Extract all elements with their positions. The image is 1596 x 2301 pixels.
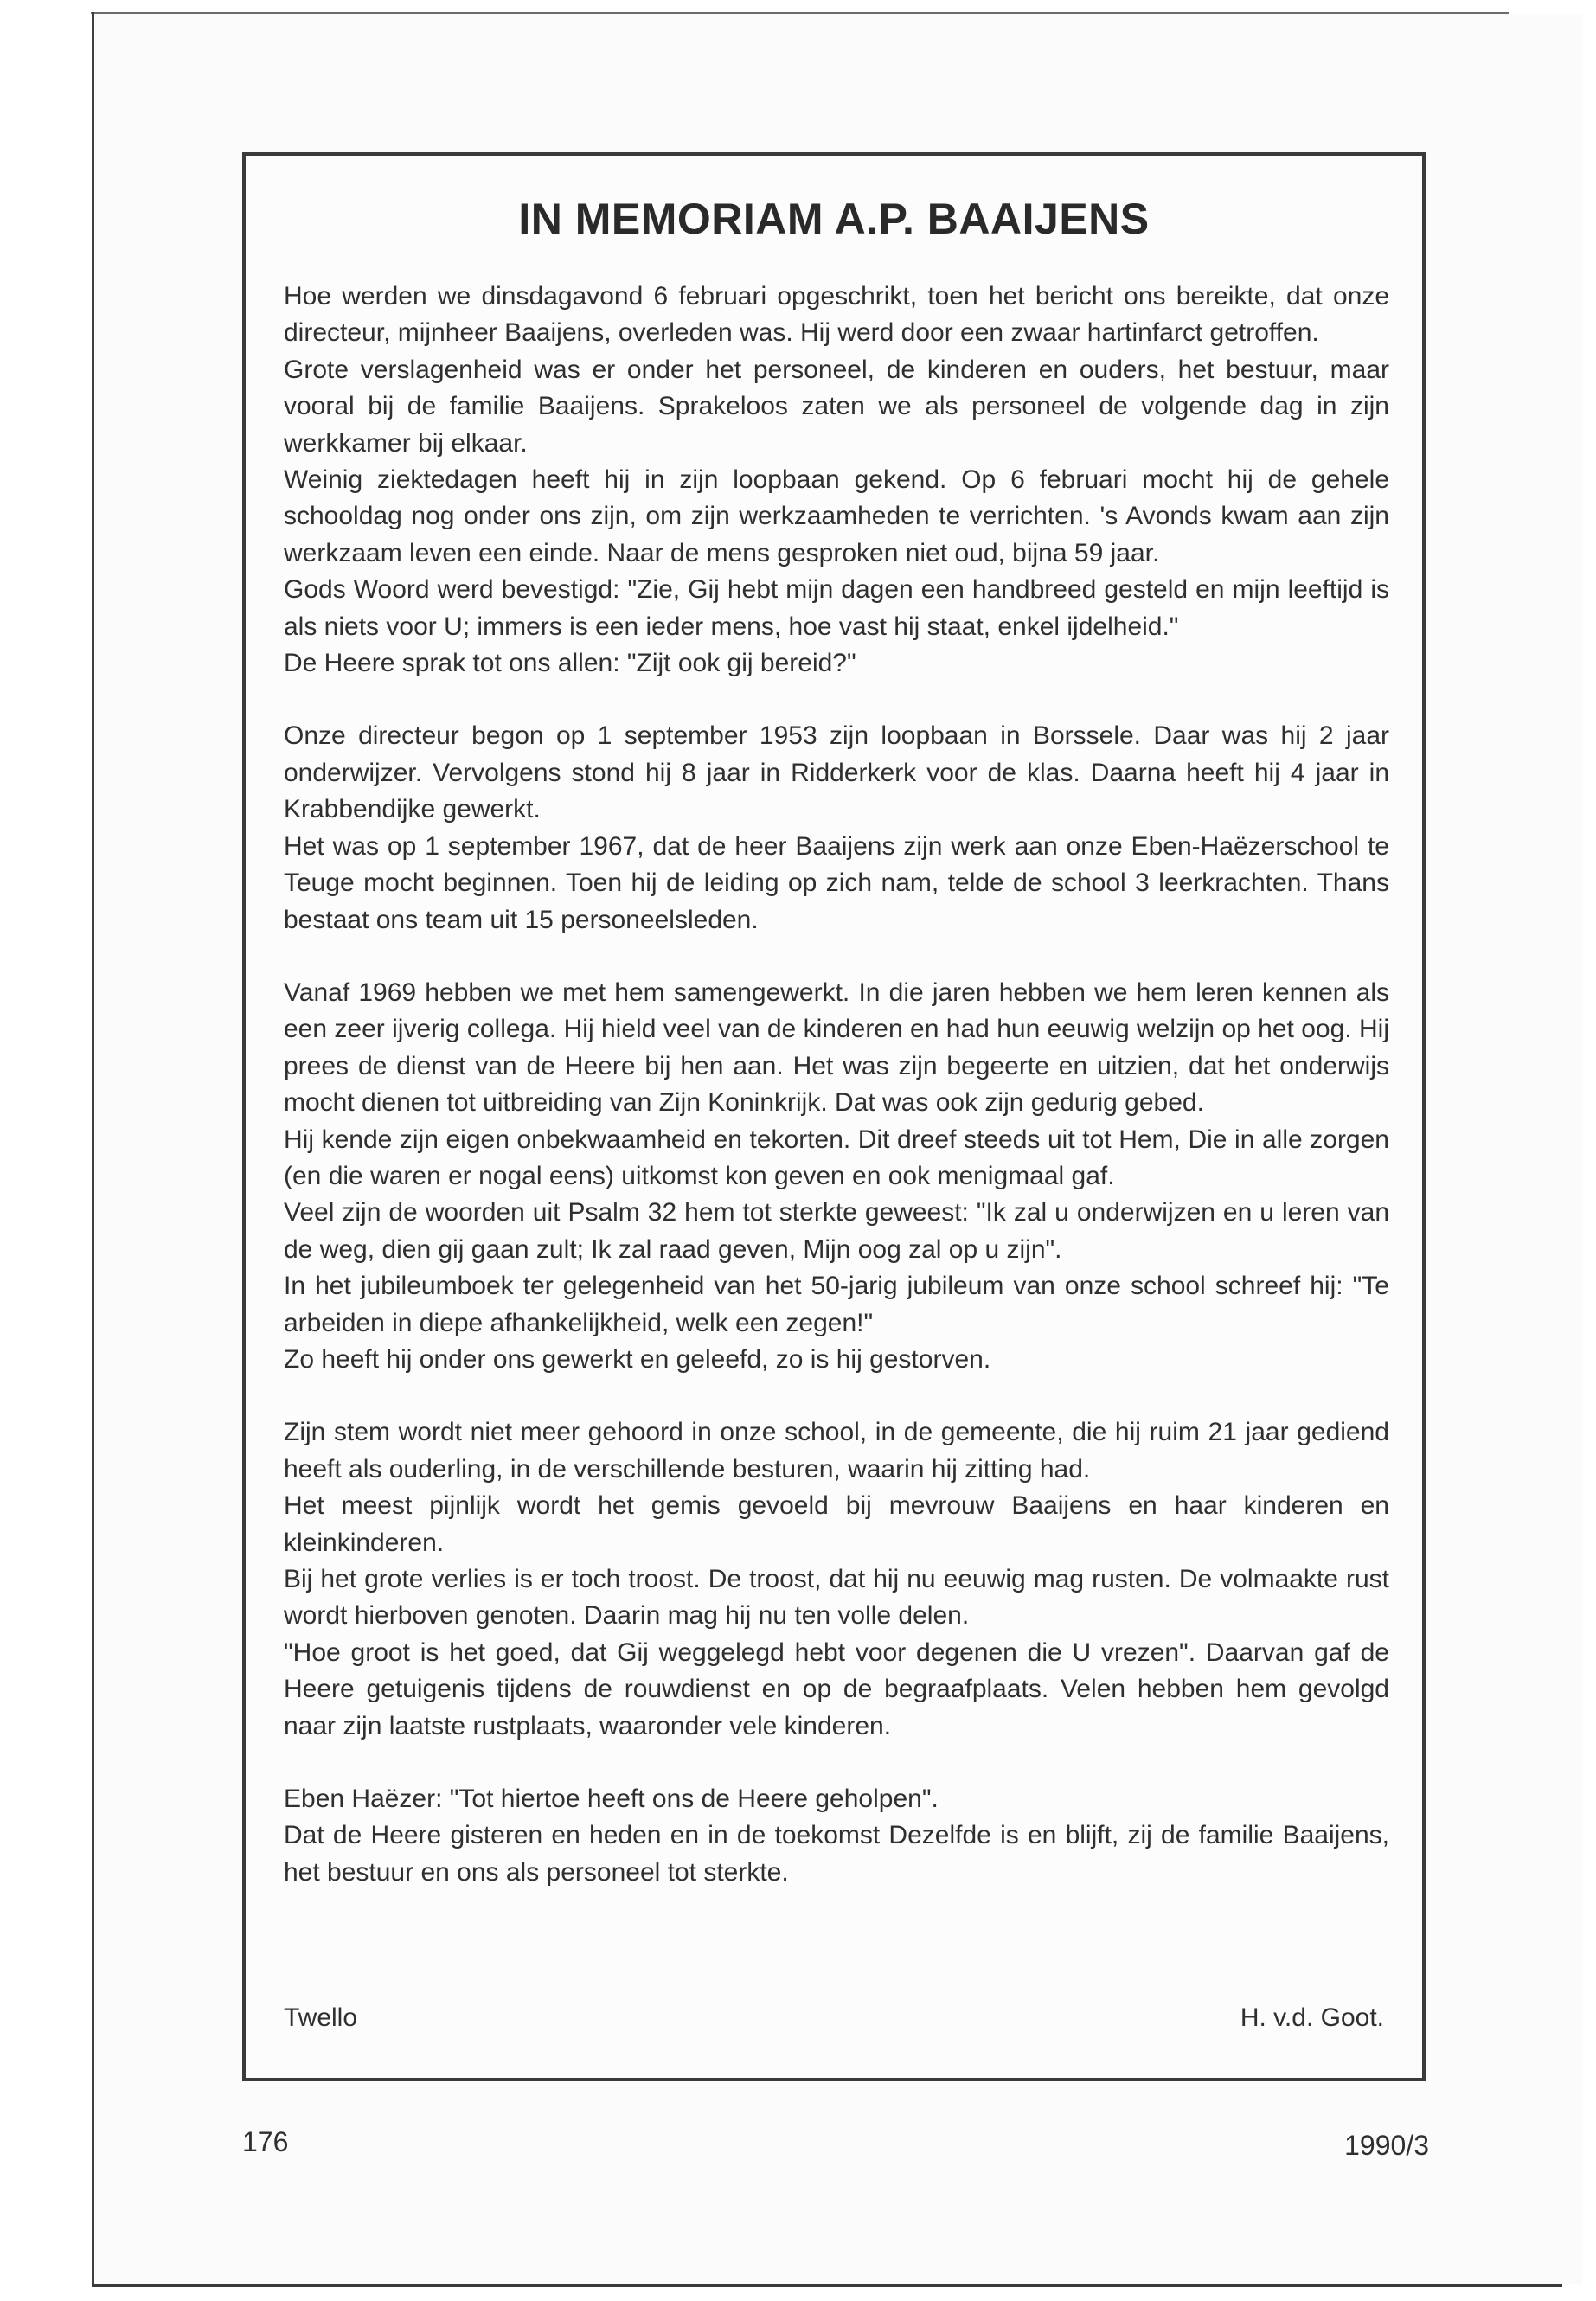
paragraph-gap — [284, 1378, 1389, 1414]
paragraph-gap — [284, 939, 1389, 975]
memorial-body — [284, 279, 1389, 1891]
paragraph: Gods Woord werd bevestigd: "Zie, Gij hebt mijn dagen een handbreed gesteld en mijn leeftijd is als niets voor U; immers is een ieder mens, hoe vast hij staat, enkel ijdelheid." — [284, 575, 1389, 641]
issue-number: 1990/3 — [1344, 2130, 1429, 2161]
paragraph: Veel zijn de woorden uit Psalm 32 hem tot sterkte geweest: "Ik zal u onderwijzen en u leren van de weg, dien gij gaan zult; Ik zal raad geven, Mijn oog zal op u zijn". — [284, 1198, 1389, 1264]
paragraph: Het meest pijnlijk wordt het gemis gevoeld bij mevrouw Baaijens en haar kinderen en kleinkinderen. — [284, 1491, 1389, 1557]
paragraph: Onze directeur begon op 1 september 1953 zijn loopbaan in Borssele. Daar was hij 2 jaar onderwijzer. Vervolgens stond hij 8 jaar in Ridderkerk voor de klas. Daarna heeft hij 4 jaar in Krabbendijke gewerkt. — [284, 721, 1389, 824]
memorial-box — [242, 152, 1426, 2081]
paragraph: Weinig ziektedagen heeft hij in zijn loopbaan gekend. Op 6 februari mocht hij de gehele schooldag nog onder ons zijn, om zijn werkzaamheden te verrichten. 's Avonds kwam aan zijn werkzaam leven een einde. Naar de mens gesproken niet oud, bijna 59 jaar. — [284, 465, 1389, 567]
memorial-title: IN MEMORIAM A.P. BAAIJENS — [518, 195, 1150, 243]
paragraph: Eben Haëzer: "Tot hiertoe heeft ons de Heere geholpen". — [284, 1785, 939, 1814]
paragraph: Grote verslagenheid was er onder het personeel, de kinderen en ouders, het bestuur, maar vooral bij de familie Baaijens. Sprakeloos zaten we als personeel de volgende dag in zijn werkkamer bij elkaar. — [284, 355, 1389, 458]
paragraph: Hoe werden we dinsdagavond 6 februari opgeschrikt, toen het bericht ons bereikte, dat onze directeur, mijnheer Baaijens, overleden was. Hij werd door een zwaar hartinfarct getroffen. — [284, 282, 1389, 348]
paragraph: Zo heeft hij onder ons gewerkt en geleefd, zo is hij gestorven. — [284, 1344, 991, 1374]
paragraph: In het jubileumboek ter gelegenheid van het 50-jarig jubileum van onze school schreef hij: "Te arbeiden in diepe afhankelijkheid, welk een zegen!" — [284, 1272, 1389, 1337]
page-number: 176 — [242, 2126, 289, 2157]
author-name: H. v.d. Goot. — [1240, 2003, 1384, 2032]
paragraph: "Hoe groot is het goed, dat Gij weggelegd hebt voor degenen die U vrezen". Daarvan gaf de Heere getuigenis tijdens de rouwdienst en op de begraafplaats. Velen hebben hem gevolgd naar zijn laatste rustplaats, waaronder vele kinderen. — [284, 1638, 1389, 1740]
paragraph: Hij kende zijn eigen onbekwaamheid en tekorten. Dit dreef steeds uit tot Hem, Die in alle zorgen (en die waren er nogal eens) uitkomst kon geven en ook menigmaal gaf. — [284, 1125, 1389, 1190]
paragraph: Het was op 1 september 1967, dat de heer Baaijens zijn werk aan onze Eben-Haëzerschool te Teuge mocht beginnen. Toen hij de leiding op zich nam, telde de school 3 leerkrachten. Thans bestaat ons team uit 15 personeelsleden. — [284, 831, 1389, 934]
paragraph-gap — [284, 1745, 1389, 1781]
scan-edge-bottom — [92, 2284, 1562, 2287]
paragraph: De Heere sprak tot ons allen: "Zijt ook gij bereid?" — [284, 649, 856, 678]
paragraph: Bij het grote verlies is er toch troost. De troost, dat hij nu eeuwig mag rusten. De volmaakte rust wordt hierboven genoten. Daarin mag hij nu ten volle delen. — [284, 1565, 1389, 1631]
paragraph-gap — [284, 682, 1389, 718]
place-name: Twello — [284, 2003, 358, 2032]
paragraph: Zijn stem wordt niet meer gehoord in onze school, in de gemeente, die hij ruim 21 jaar gediend heeft als ouderling, in de verschillende besturen, waarin hij zitting had. — [284, 1418, 1389, 1484]
scan-edge-left — [92, 12, 94, 2287]
paragraph: Dat de Heere gisteren en heden en in de toekomst Dezelfde is en blijft, zij de familie Baaijens, het bestuur en ons als personeel tot sterkte. — [284, 1821, 1389, 1887]
paragraph: Vanaf 1969 hebben we met hem samengewerkt. In die jaren hebben we hem leren kennen als een zeer ijverig collega. Hij hield veel van de kinderen en had hun eeuwig welzijn op het oog. Hij prees de dienst van de Heere bij hen aan. Het was zijn begeerte en uitzien, dat het onderwijs mocht dienen tot uitbreiding van Zijn Koninkrijk. Dat was ook zijn gedurig gebed. — [284, 977, 1389, 1118]
